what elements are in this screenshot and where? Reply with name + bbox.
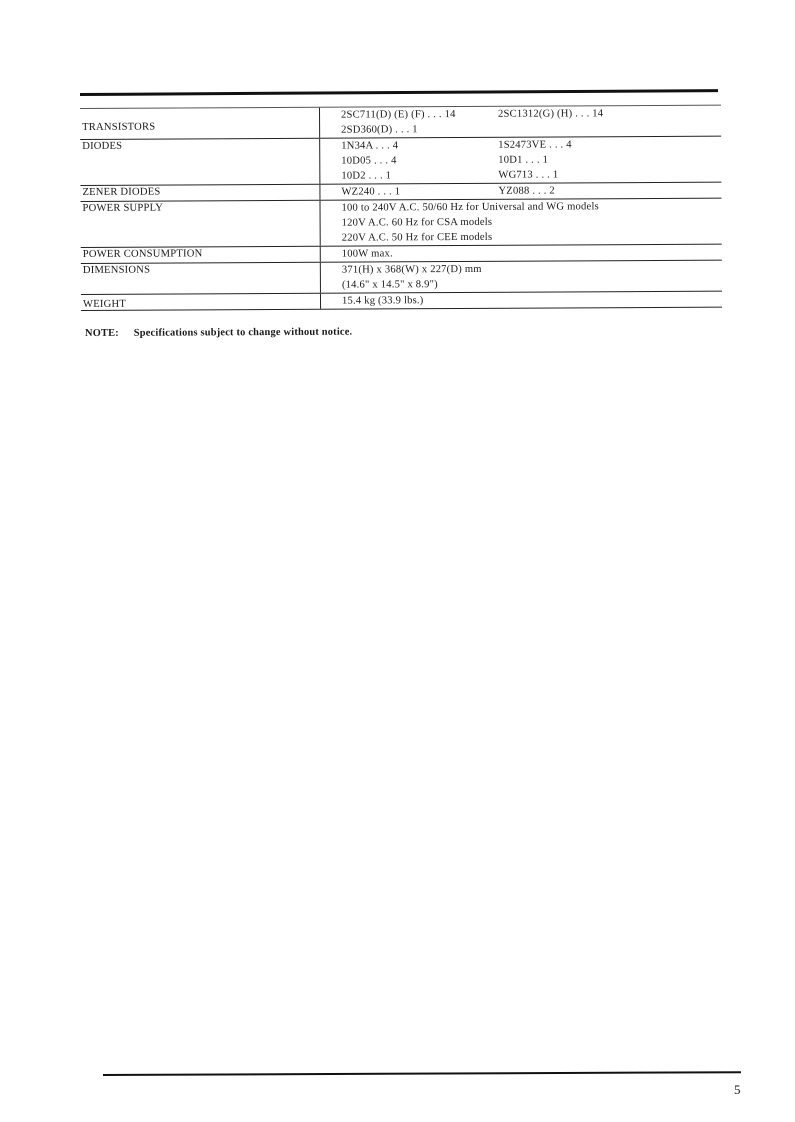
spec-label: POWER CONSUMPTION	[82, 248, 203, 260]
spec-value	[320, 292, 722, 309]
spec-row-zener-diodes	[80, 182, 721, 201]
note-tag: NOTE:	[85, 327, 119, 339]
power-supply-line: 220V A.C. 50 Hz for CEE models	[341, 231, 493, 244]
note	[85, 327, 352, 339]
bottom-rule	[103, 1071, 741, 1076]
spec-label: DIMENSIONS	[82, 264, 151, 276]
part-entry: 10D1 . . . 1	[498, 154, 549, 166]
spec-row-weight	[81, 291, 722, 311]
power-supply-line: 100 to 240V A.C. 50/60 Hz for Universal and WG models	[341, 201, 599, 214]
spec-row-diodes	[80, 136, 721, 185]
weight-value: 15.4 kg (33.9 lbs.)	[341, 295, 424, 307]
note-text: Specifications subject to change without notice.	[133, 326, 353, 339]
spec-value	[320, 261, 722, 293]
spec-row-transistors	[80, 105, 721, 139]
spec-value	[320, 245, 722, 262]
dimensions-line: 371(H) x 368(W) x 227(D) mm	[341, 263, 482, 276]
part-entry: WG713 . . . 1	[498, 169, 559, 181]
spec-value	[319, 106, 721, 138]
spec-row-power-consumption	[81, 244, 722, 263]
dimensions-line: (14.6" x 14.5" x 8.9")	[341, 279, 438, 291]
spec-label: POWER SUPPLY	[82, 202, 164, 214]
spec-value	[319, 137, 721, 184]
spec-value	[319, 199, 721, 246]
spec-row-dimensions	[81, 260, 722, 294]
page-number: 5	[734, 1082, 741, 1097]
part-entry: 10D2 . . . 1	[341, 170, 392, 182]
part-entry: 1S2473VE . . . 4	[498, 139, 572, 151]
spec-label: DIODES	[82, 140, 123, 152]
part-entry: YZ088 . . . 2	[498, 185, 555, 197]
spec-label: ZENER DIODES	[82, 186, 161, 198]
part-entry	[498, 121, 721, 137]
part-entry: 1N34A . . . 4	[341, 140, 399, 152]
part-entry: WZ240 . . . 1	[341, 186, 401, 198]
part-entry: 2SC711(D) (E) (F) . . . 14	[341, 109, 456, 121]
power-supply-line: 120V A.C. 60 Hz for CSA models	[341, 216, 493, 229]
power-consumption-value: 100W max.	[341, 248, 393, 260]
part-entry: 2SD360(D) . . . 1	[341, 124, 418, 136]
part-entry: 10D05 . . . 4	[341, 155, 397, 167]
part-entry: 2SC1312(G) (H) . . . 14	[498, 108, 604, 120]
spec-label: WEIGHT	[83, 298, 127, 310]
spec-value	[319, 183, 721, 200]
spec-row-power-supply	[80, 198, 721, 247]
spec-label: TRANSISTORS	[82, 121, 156, 133]
top-rule	[80, 89, 718, 96]
specifications-table	[80, 105, 722, 311]
